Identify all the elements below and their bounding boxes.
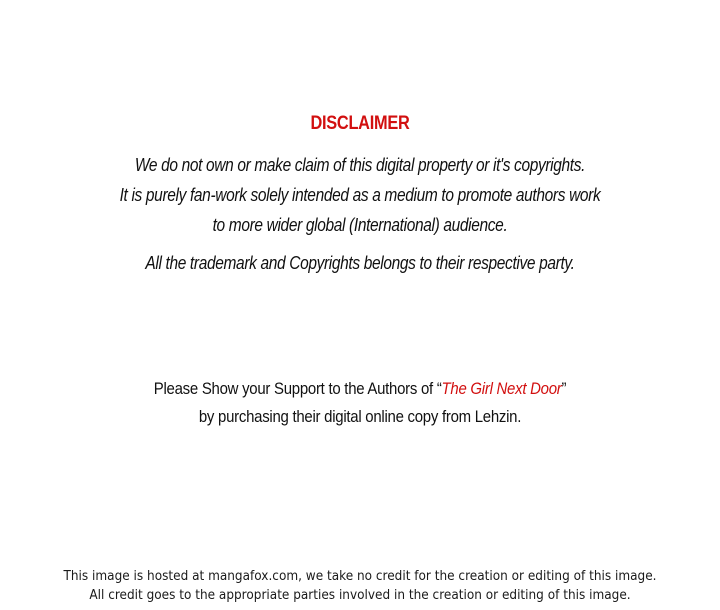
support-prefix: Please Show your Support to the Authors of “ [153, 379, 442, 398]
support-line-2: by purchasing their digital online copy from Lehzin. [198, 407, 522, 426]
hosting-footer [0, 567, 720, 605]
disclaimer-line-4: All the trademark and Copyrights belongs to their respective party. [145, 253, 575, 273]
support-line-1 [43, 375, 677, 403]
disclaimer-line-1: We do not own or make claim of this digital property or it's copyrights. [134, 155, 586, 175]
disclaimer-section [0, 112, 720, 278]
disclaimer-line-2: It is purely fan-work solely intended as a medium to promote authors work [119, 185, 601, 205]
disclaimer-line-3: to more wider global (International) audience. [212, 215, 508, 235]
work-title: The Girl Next Door [441, 379, 562, 398]
footer-line-1: This image is hosted at mangafox.com, we take no credit for the creation or editing of this image. [63, 569, 657, 584]
support-section [0, 375, 720, 431]
support-suffix: ” [561, 379, 567, 398]
disclaimer-title: DISCLAIMER [310, 113, 410, 134]
footer-line-2: All credit goes to the appropriate parties involved in the creation or editing of this image. [89, 588, 631, 603]
